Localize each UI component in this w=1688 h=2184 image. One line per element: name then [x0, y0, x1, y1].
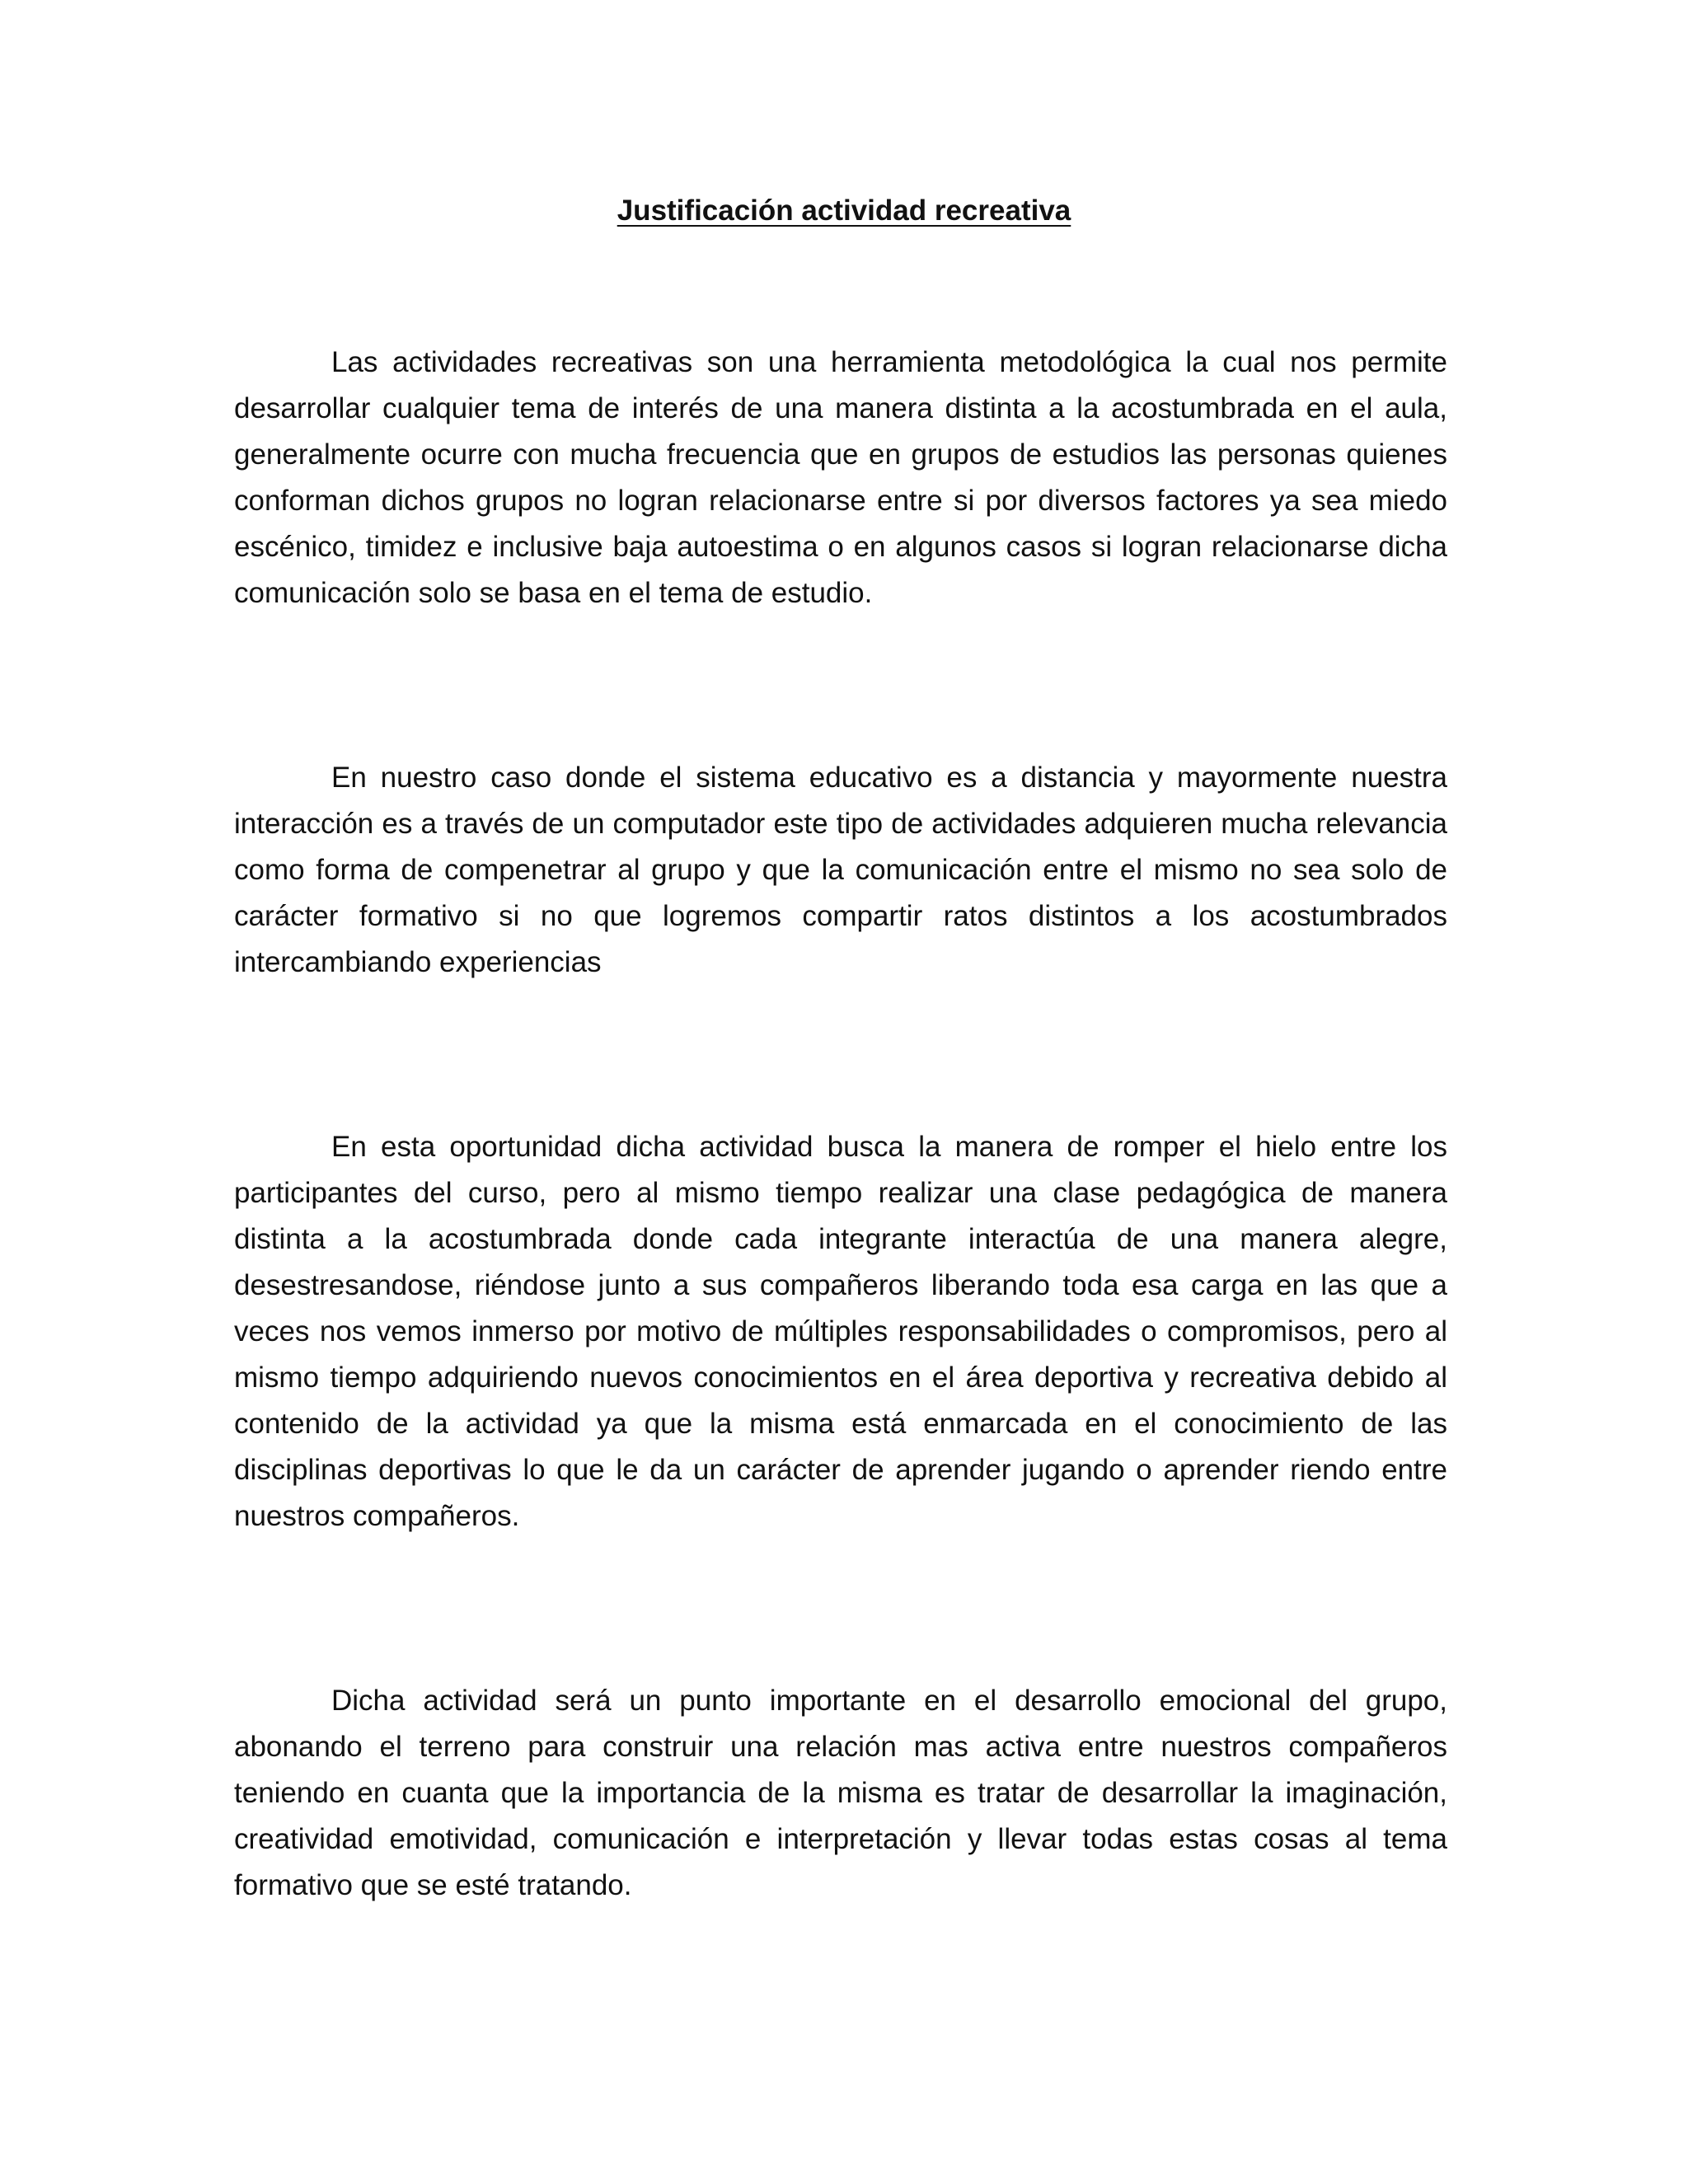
document-title: Justificación actividad recreativa — [617, 194, 1071, 227]
document-body — [234, 340, 1447, 1909]
paragraph-2: En nuestro caso donde el sistema educativo es a distancia y mayormente nuestra interacción es a través de un computador este tipo de actividades adquieren mucha relevancia como forma de compenetrar al grupo y que la comunicación entre el mismo no sea solo de carácter formativo si no que logremos compartir ratos distintos a los acostumbrados intercambiando experiencias — [234, 762, 1447, 978]
paragraph-4: Dicha actividad será un punto importante en el desarrollo emocional del grupo, abonando el terreno para construir una relación mas activa entre nuestros compañeros teniendo en cuanta que la importancia de la misma es tratar de desarrollar la imaginación, creatividad emotividad, comunicación e interpretación y llevar todas estas cosas al tema formativo que se esté tratando. — [234, 1685, 1447, 1901]
paragraph-3: En esta oportunidad dicha actividad busca la manera de romper el hielo entre los participantes del curso, pero al mismo tiempo realizar una clase pedagógica de manera distinta a la acostumbrada donde cada integrante interactúa de una manera alegre, desestresandose, riéndose junto a sus compañeros liberando toda esa carga en las que a veces nos vemos inmerso por motivo de múltiples responsabilidades o compromisos, pero al mismo tiempo adquiriendo nuevos conocimientos en el área deportiva y recreativa debido al contenido de la actividad ya que la misma está enmarcada en el conocimiento de las disciplinas deportivas lo que le da un carácter de aprender jugando o aprender riendo entre nuestros compañeros. — [234, 1131, 1447, 1532]
paragraph-1: Las actividades recreativas son una herramienta metodológica la cual nos permite desarrollar cualquier tema de interés de una manera distinta a la acostumbrada en el aula, generalmente ocurre con mucha frecuencia que en grupos de estudios las personas quienes conforman dichos grupos no logran relacionarse entre si por diversos factores ya sea miedo escénico, timidez e inclusive baja autoestima o en algunos casos si logran relacionarse dicha comunicación solo se basa en el tema de estudio. — [234, 346, 1447, 609]
